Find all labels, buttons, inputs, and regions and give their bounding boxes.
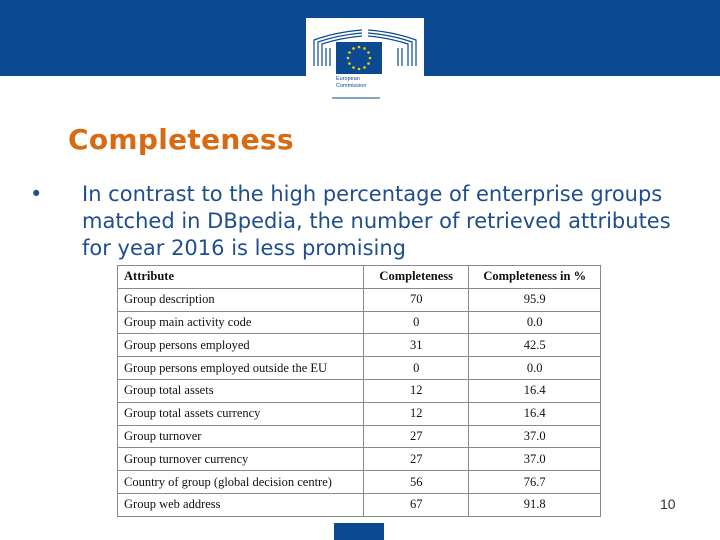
eu-star-icon [367, 62, 370, 65]
eu-star-icon [352, 66, 355, 69]
cell-attribute: Group turnover currency [118, 448, 364, 471]
cell-completeness-pct: 37.0 [469, 448, 601, 471]
cell-attribute: Group description [118, 288, 364, 311]
cell-completeness-pct: 37.0 [469, 425, 601, 448]
cell-completeness-pct: 0.0 [469, 311, 601, 334]
table-row [118, 379, 601, 402]
cell-attribute: Group web address [118, 493, 364, 516]
table-header-row [118, 266, 601, 289]
eu-star-icon [369, 57, 372, 60]
table-row [118, 288, 601, 311]
cell-attribute: Country of group (global decision centre) [118, 471, 364, 494]
bullet-text: In contrast to the high percentage of enterprise groups matched in DBpedia, the number of retrieved attributes for year 2016 is less promising [82, 182, 671, 260]
cell-completeness: 27 [364, 425, 469, 448]
eu-star-icon [363, 47, 366, 50]
logo-line-commission: Commission [336, 82, 367, 89]
cell-completeness: 27 [364, 448, 469, 471]
cell-attribute: Group total assets currency [118, 402, 364, 425]
cell-completeness-pct: 76.7 [469, 471, 601, 494]
european-commission-logo [306, 18, 424, 100]
cell-completeness-pct: 0.0 [469, 357, 601, 380]
table-row [118, 311, 601, 334]
header-completeness-pct: Completeness in % [469, 266, 601, 289]
cell-attribute: Group turnover [118, 425, 364, 448]
logo-text [336, 76, 366, 89]
cell-completeness: 12 [364, 379, 469, 402]
cell-attribute: Group persons employed [118, 334, 364, 357]
cell-attribute: Group total assets [118, 379, 364, 402]
eu-star-icon [352, 47, 355, 50]
cell-completeness-pct: 91.8 [469, 493, 601, 516]
header-attribute: Attribute [118, 266, 364, 289]
cell-completeness: 0 [364, 357, 469, 380]
page-number: 10 [660, 496, 676, 512]
cell-completeness-pct: 95.9 [469, 288, 601, 311]
cell-completeness: 56 [364, 471, 469, 494]
eu-star-icon [367, 51, 370, 54]
completeness-table [117, 265, 601, 517]
table-row [118, 357, 601, 380]
cell-completeness: 31 [364, 334, 469, 357]
table-row [118, 448, 601, 471]
table-row [118, 493, 601, 516]
cell-completeness: 12 [364, 402, 469, 425]
eu-star-icon [348, 51, 351, 54]
footer-tab [334, 523, 384, 540]
table-row [118, 402, 601, 425]
eu-star-icon [347, 57, 350, 60]
cell-attribute: Group main activity code [118, 311, 364, 334]
eu-star-icon [363, 66, 366, 69]
logo-line-european: European [336, 76, 360, 82]
cell-completeness-pct: 16.4 [469, 402, 601, 425]
table-row [118, 334, 601, 357]
cell-completeness-pct: 42.5 [469, 334, 601, 357]
slide-title: Completeness [68, 123, 294, 156]
header-completeness: Completeness [364, 266, 469, 289]
cell-completeness-pct: 16.4 [469, 379, 601, 402]
table-row [118, 471, 601, 494]
cell-completeness: 67 [364, 493, 469, 516]
bullet-marker: • [30, 182, 43, 206]
eu-star-icon [358, 68, 361, 71]
eu-star-icon [358, 46, 361, 49]
cell-completeness: 0 [364, 311, 469, 334]
cell-attribute: Group persons employed outside the EU [118, 357, 364, 380]
eu-star-icon [348, 62, 351, 65]
table-row [118, 425, 601, 448]
cell-completeness: 70 [364, 288, 469, 311]
